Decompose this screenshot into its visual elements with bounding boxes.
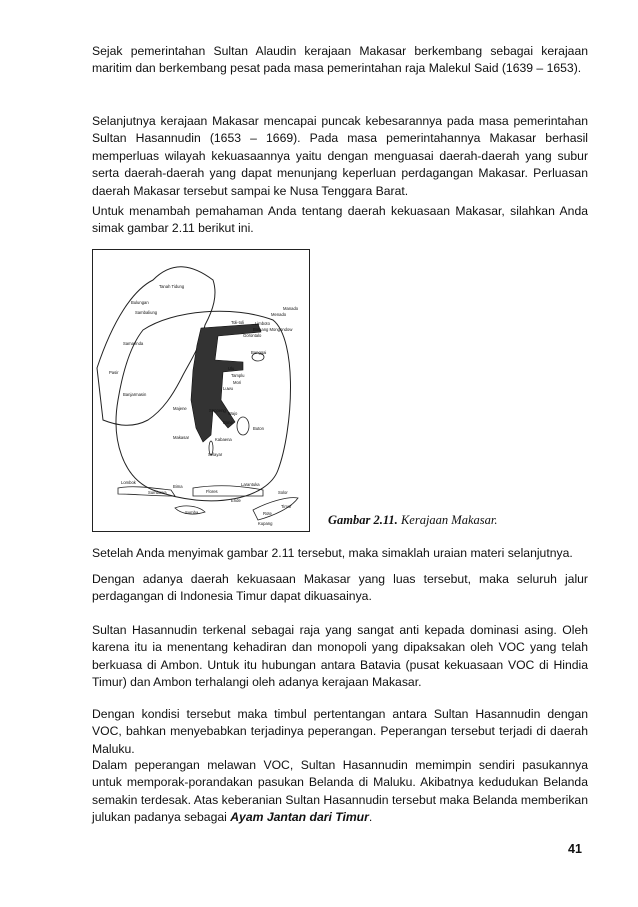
kingdom-makasar-map xyxy=(93,250,309,531)
label-bone: Bone xyxy=(223,420,233,425)
label-luwu: Luwu xyxy=(223,386,234,391)
caption-text: Kerajaan Makasar. xyxy=(400,513,498,527)
label-tamplu: Tamplu xyxy=(231,373,245,378)
label-sambaliung: Sambaliung xyxy=(135,310,158,315)
caption-label: Gambar 2.11. xyxy=(328,513,398,527)
paragraph-4: Setelah Anda menyimak gambar 2.11 tersebut, maka simaklah uraian materi selanjutnya. xyxy=(92,546,573,560)
label-larantuka: Larantuka xyxy=(241,482,260,487)
label-banjarmasin: Banjarmasin xyxy=(123,392,147,397)
label-limboto: Limboto xyxy=(255,321,270,326)
label-wajo: Wajo xyxy=(228,411,238,416)
label-majene: Majene xyxy=(173,406,187,411)
label-ulu: Ulu xyxy=(228,366,235,371)
label-ende: Ende xyxy=(231,498,241,503)
label-samarinda: Samarinda xyxy=(123,341,144,346)
emphasis-end: . xyxy=(368,810,373,825)
paragraph-8 xyxy=(92,757,588,827)
label-buton: Buton xyxy=(253,426,264,431)
paragraph-7: Dengan kondisi tersebut maka timbul pertentangan antara Sultan Hasannudin dengan VOC, bahkan menyebabkan terjadinya peperangan. Peperangan tersebut terjadi di daerah Maluku. xyxy=(92,707,588,756)
label-bolaang-mongondow: Bolaang Mongondow xyxy=(253,327,293,332)
paragraph-6: Sultan Hasannudin terkenal sebagai raja yang sangat anti kepada dominasi asing. Oleh karena itu ia menentang kehadiran dan monopoli yang dipaksakan oleh VOC yang telah berkuasa di Ambon. Untuk itu hubungan antara Batavia (pusat kekuasaan VOC di Hindia Timur) dan Ambon terhalangi oleh adanya kerajaan Makasar. xyxy=(92,623,588,690)
island-buton xyxy=(237,417,249,435)
label-makasar: Makasar xyxy=(173,435,190,440)
paragraph-2: Selanjutnya kerajaan Makasar mencapai puncak kebesarannya pada masa pemerintahan Sultan Hasannudin (1653 – 1669). Pada masa pemerintahannya Makasar berhasil memperluas wilayah kekuasaannya yaitu dengan menguasai daerah-daerah yang subur serta daerah-daerah yang dapat menunjang keperluan perdagangan Makasar. Perluasan daerah Makasar tersebut sampai ke Nusa Tenggara Barat. xyxy=(92,114,588,198)
label-mori: Mori xyxy=(233,380,242,385)
paragraph-5: Dengan adanya daerah kekuasaan Makasar yang luas tersebut, maka seluruh jalur perdagangan di Indonesia Timur dapat dikuasainya. xyxy=(92,572,588,604)
label-tanah-tidung: Tanah Tidung xyxy=(159,284,185,289)
flores xyxy=(193,486,263,496)
label-kupang: Kupang xyxy=(258,521,273,526)
paragraph-3: Untuk menambah pemahaman Anda tentang daerah kekuasaan Makasar, silahkan Anda simak gambar 2.11 berikut ini. xyxy=(92,204,588,236)
label-manado: Manado xyxy=(283,306,299,311)
paragraph-8-text: Dalam peperangan melawan VOC, Sultan Hasannudin memimpin sendiri pasukannya untuk memporak-porandakan pasukan Belanda di Maluku. Akibatnya kedudukan Belanda semakin terdesak. Atas keberanian Sultan Hasannudin tersebut maka Belanda memberikan julukan padanya sebagai xyxy=(92,758,588,825)
label-gorontalo: Gorontalo xyxy=(243,333,262,338)
label-sumba: Sumba xyxy=(185,510,199,515)
label-bima: Bima xyxy=(173,484,183,489)
label-kabaena: Kabaena xyxy=(215,437,232,442)
label-bulungan: Bulungan xyxy=(131,300,149,305)
label-menado: Menado xyxy=(271,312,287,317)
label-sumbawa: Sumbawa xyxy=(148,490,167,495)
paragraph-1: Sejak pemerintahan Sultan Alaudin kerajaan Makasar berkembang sebagai kerajaan maritim dan berkembang pesat pada masa pemerintahan raja Malekul Said (1639 – 1653). xyxy=(92,44,588,76)
page-number: 41 xyxy=(568,842,582,856)
emphasis-ayam-jantan: Ayam Jantan dari Timur xyxy=(230,810,369,825)
label-selayar: Selayar xyxy=(208,452,223,457)
label-solor: Solor xyxy=(278,490,288,495)
label-pasir: Pasir xyxy=(109,370,119,375)
map-figure xyxy=(92,249,310,532)
label-soppeng: Soppeng xyxy=(209,408,226,413)
label-timor: Timor xyxy=(281,504,292,509)
label-rote: Rote xyxy=(263,511,272,516)
label-lombok: Lombok xyxy=(121,480,136,485)
label-flores: Flores xyxy=(206,489,218,494)
figure-caption xyxy=(328,513,497,528)
label-banggai: Banggai xyxy=(251,350,267,355)
label-toli-toli: Toli-toli xyxy=(231,320,245,325)
